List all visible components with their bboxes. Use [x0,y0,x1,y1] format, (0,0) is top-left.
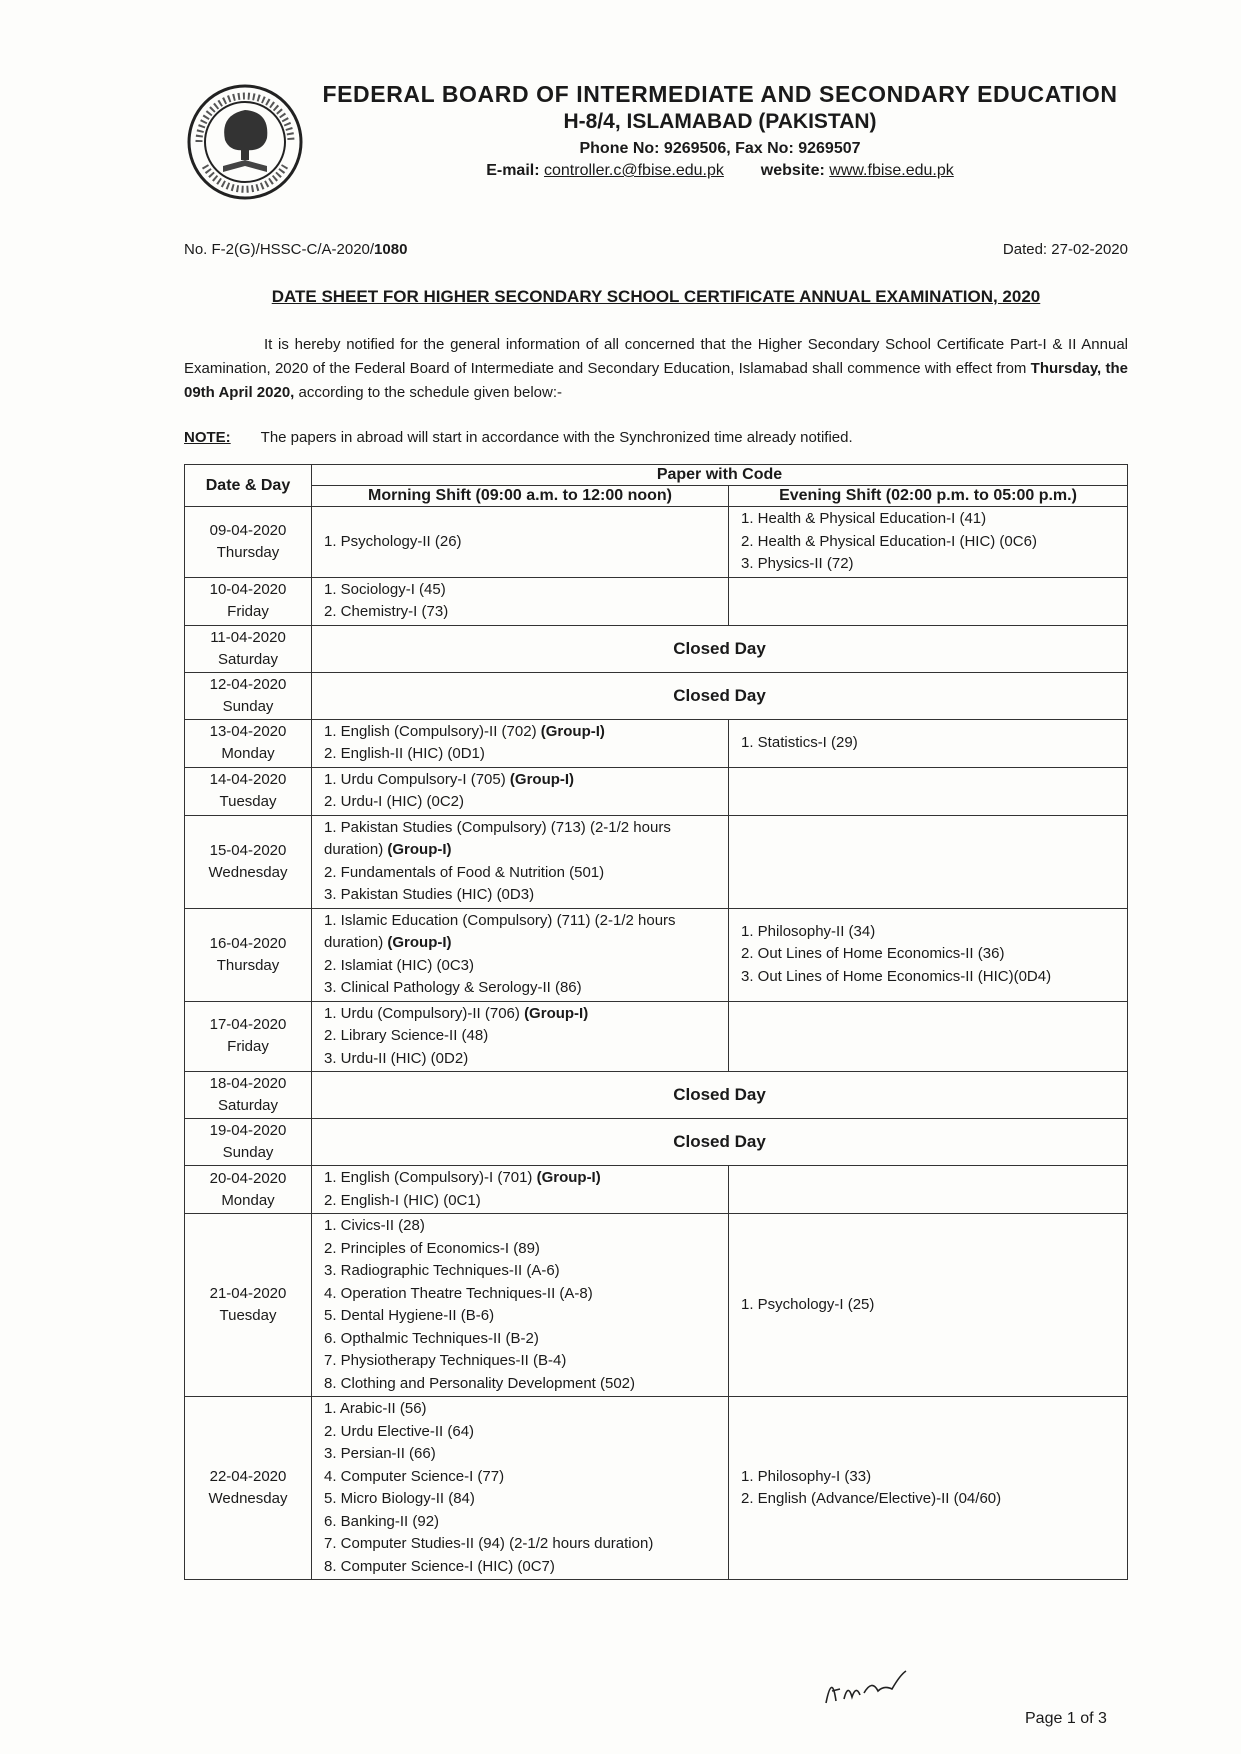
paper-item: 1. Arabic-II (56) [324,1400,427,1417]
evening-papers [729,1397,1128,1580]
note [184,429,853,446]
day: Sunday [222,697,274,715]
col-date-day: Date & Day [185,465,312,507]
date: 21-04-2020 [209,1285,287,1302]
morning-papers [312,1166,729,1214]
paper-item: 2. Chemistry-I (73) [324,603,449,620]
date-cell [185,625,312,672]
morning-papers [312,577,729,625]
paper-item: 2. Principles of Economics-I (89) [324,1239,540,1257]
document-title: DATE SHEET FOR HIGHER SECONDARY SCHOOL CERTIFICATE ANNUAL EXAMINATION, 2020 [271,287,1041,306]
day: Wednesday [208,863,288,881]
date: 19-04-2020 [209,1122,287,1139]
paper-item: 4. Operation Theatre Techniques-II (A-8) [324,1284,593,1302]
paper-item: 3. Urdu-II (HIC) (0D2) [324,1049,469,1067]
paper-item: 3. Radiographic Techniques-II (A-6) [324,1262,560,1279]
paper-item: 7. Physiotherapy Techniques-II (B-4) [324,1352,567,1369]
evening-papers [729,815,1128,908]
date-row [185,719,1128,767]
closed-day: Closed Day [312,1119,1128,1166]
date-row [185,1397,1128,1580]
paper-item: 1. Urdu Compulsory-I (705) (Group-I) [324,770,575,788]
date-row [185,672,1128,719]
date-row [185,1214,1128,1397]
day: Saturday [217,1097,279,1114]
date-cell [185,1166,312,1214]
closed-day: Closed Day [312,625,1128,672]
morning-papers [312,1001,729,1072]
date-row [185,1166,1128,1214]
date-issued: Dated: 27-02-2020 [1002,241,1128,258]
evening-papers [729,908,1128,1001]
note-text: The papers in abroad will start in accordance with the Synchronized time already notified. [260,429,853,446]
paper-item: 5. Dental Hygiene-II (B-6) [324,1307,495,1324]
evening-papers [729,1166,1128,1214]
date-row [185,815,1128,908]
col-paper-with-code: Paper with Code [312,465,1128,486]
paper-item: 1. Islamic Education (Compulsory) (711) (2-1/2 hours duration) (Group-I) [324,911,676,951]
paper-item: 6. Banking-II (92) [324,1512,440,1530]
paper-item: 3. Persian-II (66) [324,1445,436,1462]
date-cell [185,1214,312,1397]
col-morning-shift: Morning Shift (09:00 a.m. to 12:00 noon) [312,486,729,507]
paper-item: 3. Clinical Pathology & Serology-II (86) [324,979,582,996]
paper-item: 2. Islamiat (HIC) (0C3) [324,956,475,974]
paper-item: 5. Micro Biology-II (84) [324,1490,475,1507]
letterhead [320,80,1120,182]
morning-papers [312,908,729,1001]
reference-number: No. F-2(G)/HSSC-C/A-2020/1080 [184,241,408,258]
date-row [185,767,1128,815]
morning-papers [312,1214,729,1397]
date: 10-04-2020 [209,581,287,598]
org-name: FEDERAL BOARD OF INTERMEDIATE AND SECONDARY EDUCATION [322,81,1118,107]
date-cell [185,1072,312,1119]
day: Thursday [216,956,280,974]
website-link[interactable]: www.fbise.edu.pk [829,162,954,179]
paper-item: 1. Civics-II (28) [324,1217,425,1234]
date-cell [185,507,312,578]
day: Monday [221,1191,275,1209]
paper-item: 2. Urdu Elective-II (64) [324,1422,475,1440]
org-address: H-8/4, ISLAMABAD (PAKISTAN) [563,110,877,133]
date-row [185,625,1128,672]
paper-item: 8. Clothing and Personality Development (502) [324,1374,636,1392]
paper-item: 2. English (Advance/Elective)-II (04/60) [741,1490,1002,1507]
day: Thursday [216,543,280,561]
morning-papers [312,1397,729,1580]
date-cell [185,908,312,1001]
date-cell [185,672,312,719]
date-row [185,1119,1128,1166]
evening-papers [729,1214,1128,1397]
paper-item: 6. Opthalmic Techniques-II (B-2) [324,1329,539,1347]
col-evening-shift: Evening Shift (02:00 p.m. to 05:00 p.m.) [729,486,1128,507]
date-cell [185,767,312,815]
paper-item: 1. Psychology-I (25) [741,1295,875,1313]
day: Wednesday [208,1490,288,1507]
date: 09-04-2020 [209,521,287,539]
paper-item: 1. Pakistan Studies (Compulsory) (713) (2-1/2 hours duration) (Group-I) [324,818,671,858]
paper-item: 2. English-I (HIC) (0C1) [324,1191,481,1209]
date-cell [185,1119,312,1166]
date-sheet-table [184,464,1128,1580]
day: Tuesday [219,793,277,810]
paper-item: 7. Computer Studies-II (94) (2-1/2 hours duration) [324,1535,654,1552]
date-row [185,1072,1128,1119]
paper-item: 1. Psychology-II (26) [324,532,462,550]
paper-item: 2. Library Science-II (48) [324,1027,489,1044]
fbise-seal-logo [185,80,305,210]
date: 22-04-2020 [209,1468,287,1485]
date-cell [185,1001,312,1072]
date: 18-04-2020 [209,1075,287,1092]
evening-papers [729,577,1128,625]
morning-papers [312,507,729,578]
paper-item: 1. Philosophy-II (34) [741,922,876,940]
closed-day: Closed Day [312,1072,1128,1119]
date-cell [185,577,312,625]
date-cell [185,1397,312,1580]
date: 20-04-2020 [209,1169,287,1187]
paper-item: 3. Pakistan Studies (HIC) (0D3) [324,886,535,903]
page-number: Page 1 of 3 [1025,1710,1107,1727]
evening-papers [729,1001,1128,1072]
intro-paragraph: It is hereby notified for the general information of all concerned that the Higher Secondary School Certificate Part-I & II Annual Examination, 2020 of the Federal Board of Intermediate and Secondary Education, Islamabad shall commence with effect from Thursday, the 09th April 2020, according to the schedule given below:- [184,336,1128,401]
day: Friday [227,603,269,620]
date: 15-04-2020 [209,841,287,859]
note-label: NOTE: [184,429,231,446]
paper-item: 1. Philosophy-I (33) [741,1467,872,1485]
date: 16-04-2020 [209,934,287,952]
day: Sunday [222,1144,274,1161]
date: 12-04-2020 [209,675,287,693]
day: Friday [227,1038,269,1056]
paper-item: 1. English (Compulsory)-II (702) (Group-I) [324,722,605,740]
paper-item: 2. Out Lines of Home Economics-II (36) [741,945,1005,963]
paper-item: 3. Physics-II (72) [741,555,854,572]
date: 17-04-2020 [209,1016,287,1034]
date: 13-04-2020 [209,723,287,740]
date-sheet-body [185,507,1128,1580]
paper-item: 1. Urdu (Compulsory)-II (706) (Group-I) [324,1004,589,1022]
paper-item: 1. English (Compulsory)-I (701) (Group-I) [324,1169,601,1186]
evening-papers [729,719,1128,767]
morning-papers [312,719,729,767]
paper-item: 2. Health & Physical Education-I (HIC) (0C6) [741,532,1037,550]
paper-item: 8. Computer Science-I (HIC) (0C7) [324,1557,555,1575]
paper-item: 1. Health & Physical Education-I (41) [741,510,987,527]
email-link[interactable]: controller.c@fbise.edu.pk [544,162,724,179]
phone-fax: Phone No: 9269506, Fax No: 9269507 [579,140,861,157]
date-row [185,507,1128,578]
paper-item: 4. Computer Science-I (77) [324,1467,505,1485]
morning-papers [312,815,729,908]
date-row [185,1001,1128,1072]
day: Tuesday [219,1307,277,1324]
contact-line: E-mail: controller.c@fbise.edu.pk website: www.fbise.edu.pk [486,162,954,179]
morning-papers [312,767,729,815]
paper-item: 1. Statistics-I (29) [741,733,858,751]
evening-papers [729,507,1128,578]
date-cell [185,815,312,908]
day: Saturday [217,650,279,668]
closed-day: Closed Day [312,672,1128,719]
paper-item: 2. Urdu-I (HIC) (0C2) [324,793,465,810]
date-row [185,577,1128,625]
signature [822,1663,912,1708]
date-row [185,908,1128,1001]
paper-item: 2. English-II (HIC) (0D1) [324,745,485,762]
evening-papers [729,767,1128,815]
paper-item: 2. Fundamentals of Food & Nutrition (501) [324,863,605,881]
date-cell [185,719,312,767]
date: 11-04-2020 [210,628,286,646]
day: Monday [221,745,275,762]
paper-item: 3. Out Lines of Home Economics-II (HIC)(0D4) [741,967,1052,985]
date: 14-04-2020 [209,771,287,788]
paper-item: 1. Sociology-I (45) [324,580,446,598]
